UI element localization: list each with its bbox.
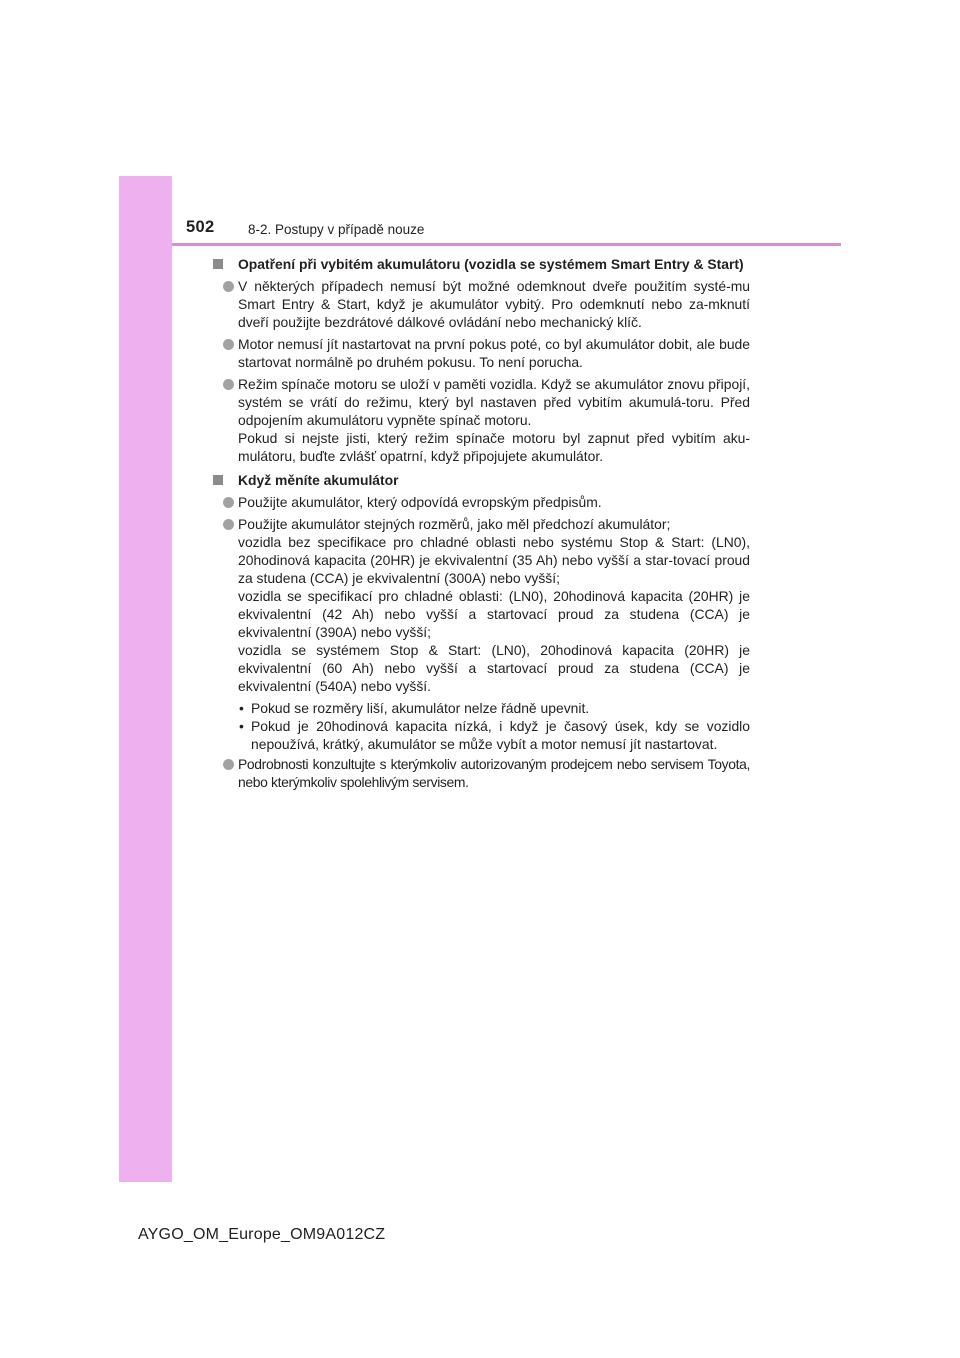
chapter-sidebar-tab (119, 176, 172, 1182)
circle-bullet-icon (223, 339, 234, 350)
spec-paragraph: vozidla se systémem Stop & Start: (LN0), 20hodinová kapacita (20HR) je ekvivalentní (60 Ah) nebo vyšší a startovací proud za studena (CCA) je ekvivalentní (540A) nebo vyšší. (238, 642, 750, 694)
item-text: Režim spínače motoru se uloží v paměti vozidla. Když se akumulátor znovu připojí, systém se vrátí do režimu, který byl nastaven před vybitím akumulá-toru. Před odpojením akumulátoru vypněte spínač motoru. (238, 376, 750, 428)
list-item (213, 375, 750, 465)
item-text: Použijte akumulátor, který odpovídá evropským předpisům. (238, 494, 602, 510)
circle-bullet-icon (223, 759, 234, 770)
section-title: 8-2. Postupy v případě nouze (248, 222, 425, 237)
list-item (213, 335, 750, 371)
page-content (213, 255, 750, 791)
dot-bullet-icon: • (239, 700, 244, 716)
header-rule (172, 243, 841, 246)
page-number: 502 (186, 218, 215, 236)
circle-bullet-icon (223, 281, 234, 292)
heading-battery-discharged (213, 255, 750, 273)
square-bullet-icon (213, 475, 223, 485)
heading-battery-replacement (213, 471, 750, 489)
spec-paragraph: vozidla bez specifikace pro chladné oblasti nebo systému Stop & Start: (LN0), 20hodinová kapacita (20HR) je ekvivalentní (35 Ah) nebo vyšší a star-tovací proud za studena (CCA) je ekvivalentní (300A) nebo vyšší; (238, 534, 750, 586)
sub-list-item (213, 699, 750, 717)
spec-paragraph: vozidla se specifikací pro chladné oblasti: (LN0), 20hodinová kapacita (20HR) je ekvivalentní (42 Ah) nebo vyšší a startovací proud za studena (CCA) je ekvivalentní (390A) nebo vyšší; (238, 588, 750, 640)
circle-bullet-icon (223, 379, 234, 390)
item-text: V některých případech nemusí být možné odemknout dveře použitím systé-mu Smart Entry & Start, když je akumulátor vybitý. Pro odemknutí nebo za-mknutí dveří použijte bezdrátové dálkové ovládání nebo mechanický klíč. (238, 278, 750, 330)
circle-bullet-icon (223, 519, 234, 530)
item-text: Motor nemusí jít nastartovat na první pokus poté, co byl akumulátor dobit, ale bude startovat normálně po druhém pokusu. To není porucha. (238, 336, 750, 370)
document-id-footer: AYGO_OM_Europe_OM9A012CZ (138, 1226, 386, 1243)
list-item (213, 515, 750, 695)
circle-bullet-icon (223, 497, 234, 508)
list-item (213, 277, 750, 331)
heading-text: Když měníte akumulátor (238, 472, 399, 488)
sub-item-text: Pokud je 20hodinová kapacita nízká, i když je časový úsek, kdy se vozidlo nepoužívá, krátký, akumulátor se může vybít a motor nemusí jít nastartovat. (251, 718, 750, 752)
list-item (213, 493, 750, 511)
sub-list-item (213, 717, 750, 753)
item-text: Podrobnosti konzultujte s kterýmkoliv autorizovaným prodejcem nebo servisem Toyota, nebo kterýmkoliv spolehlivým servisem. (238, 756, 750, 790)
item-text: Použijte akumulátor stejných rozměrů, jako měl předchozí akumulátor; (238, 516, 671, 532)
item-text-extra: Pokud si nejste jisti, který režim spínače motoru byl zapnut před vybitím aku-mulátoru, buďte zvlášť opatrní, když připojujete akumulátor. (238, 430, 750, 464)
heading-text: Opatření při vybitém akumulátoru (vozidla se systémem Smart Entry & Start) (238, 256, 744, 272)
sub-item-text: Pokud se rozměry liší, akumulátor nelze řádně upevnit. (251, 700, 590, 716)
list-item (213, 755, 750, 791)
dot-bullet-icon: • (239, 718, 244, 734)
square-bullet-icon (213, 259, 223, 269)
